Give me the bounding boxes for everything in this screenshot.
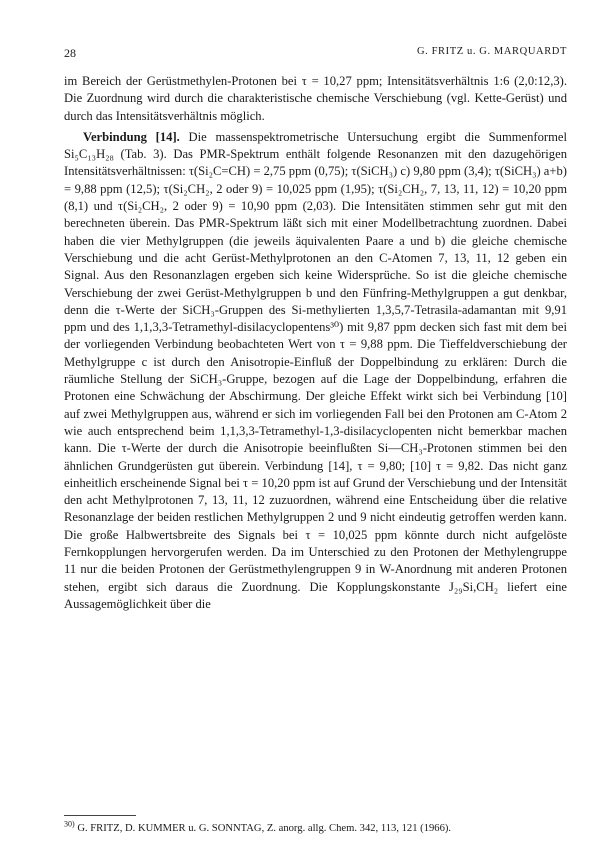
paragraph-1: im Bereich der Gerüstmethylen-Protonen bei τ = 10,27 ppm; Intensitätsverhältnis 1:6 (2,0:12,3). Die Zuordnung wird durch die charakteristische chemische Verschiebung (vgl. Kette-Gerüst) und durch das Intensitätsverhältnis möglich.: [64, 74, 567, 123]
paragraph-2-text: Die massenspektrometrische Untersuchung ergibt die Summenformel Si₅C₁₃H₂₈ (Tab. 3). Das PMR-Spektrum enthält folgende Resonanzen mit den dazugehörigen Intensitätsverhältnissen: τ(Si₂C=CH) = 2,75 ppm (0,75); τ(SiCH₃) c) 9,80 ppm (3,4); τ(SiCH₃) a+b) = 9,88 ppm (12,5); τ(Si₂CH₂, 2 oder 9) = 10,025 ppm (1,95); τ(Si₂CH₂, 7, 13, 11, 12) = 10,20 ppm (8,1) und τ(Si₂CH₂, 2 oder 9) = 10,90 ppm (2,03). Die Intensitäten stimmen sehr gut mit den berechneten überein. Das PMR-Spektrum läßt sich mit einer Modellbetrachtung zuordnen. Dabei haben die vier Methylgruppen (die jeweils äquivalenten Paare a und b) die gleiche chemische Verschiebung und die acht Gerüst-Methylprotonen an den C-Atomen 7, 13, 11, 12 geben ein Signal. Aus den Resonanzlagen ergeben sich keine Widersprüche. So ist die gleiche chemische Verschiebung der zwei Gerüst-Methylgruppen b und den Fünfring-Methylgruppen a gut denkbar, denn die τ-Werte der SiCH₃-Gruppen des Si-methylierten 1,3,5,7-Tetrasila-adamantan mit 9,91 ppm und des 1,1,3,3-Tetramethyl-disilacyclopentens³⁰) mit 9,87 ppm decken sich fast mit dem bei der vorliegenden Verbindung beobachteten Wert von τ = 9,88 ppm. Die Tieffeldverschiebung der Methylgruppe c ist durch den Anisotropie-Einfluß der Doppelbindung zu erklären: Durch die räumliche Stellung der SiCH₃-Gruppe, bezogen auf die Lage der Doppelbindung, erfahren die Protonen eine Schwächung der Abschirmung. Der gleiche Effekt wirkt sich bei Verbindung [10] auf zwei Methylgruppen aus, während er sich im vorliegenden Fall bei den Protonen am C-Atom 2 wie auch entsprechend beim 1,1,3,3-Tetramethyl-1,3-disilacyclopenten nicht bemerkbar machen kann. Die τ-Werte der durch die Anisotropie beeinflußten Si—CH₃-Protonen stimmen bei den ähnlichen Grundgerüsten gut überein. Verbindung [14], τ = 9,80; [10] τ = 9,82. Das nicht ganz einheitlich erscheinende Signal bei τ = 10,20 ppm ist auf Grund der Verschiebung und der Intensität den acht Methylprotonen 7, 13, 11, 12 zuzuordnen, während eine Entscheidung über die relative Resonanzlage der beiden restlichen Methylgruppen 2 und 9 nicht eindeutig getroffen werden kann. Die große Halbwertsbreite des Signals bei τ = 10,025 ppm könnte durch nicht aufgelöste Fernkopplungen hervorgerufen werden. Da im Unterschied zu den Protonen der Methylengruppe 11 nur die beiden Protonen der Gerüstmethylengruppen 9 in W-Anordnung mit anderen Protonen stehen, ergibt sich daraus die Zuordnung. Die Kopplungskonstante J₂₉Si,CH₂ liefert eine Aussagemöglichkeit über die: [64, 129, 567, 611]
paragraph-2: [64, 129, 567, 613]
page-header: [64, 46, 567, 62]
compound-heading: Verbindung [14].: [83, 129, 180, 144]
body-text: [64, 73, 567, 613]
footnote-divider: [64, 815, 136, 816]
page-number: 28: [64, 46, 76, 60]
footnote-text: G. FRITZ, D. KUMMER u. G. SONNTAG, Z. anorg. allg. Chem. 342, 113, 121 (1966).: [74, 823, 452, 834]
running-head: G. FRITZ u. G. MARQUARDT: [416, 46, 567, 57]
footnote-marker: 30): [64, 819, 75, 829]
footnote: [64, 819, 567, 836]
